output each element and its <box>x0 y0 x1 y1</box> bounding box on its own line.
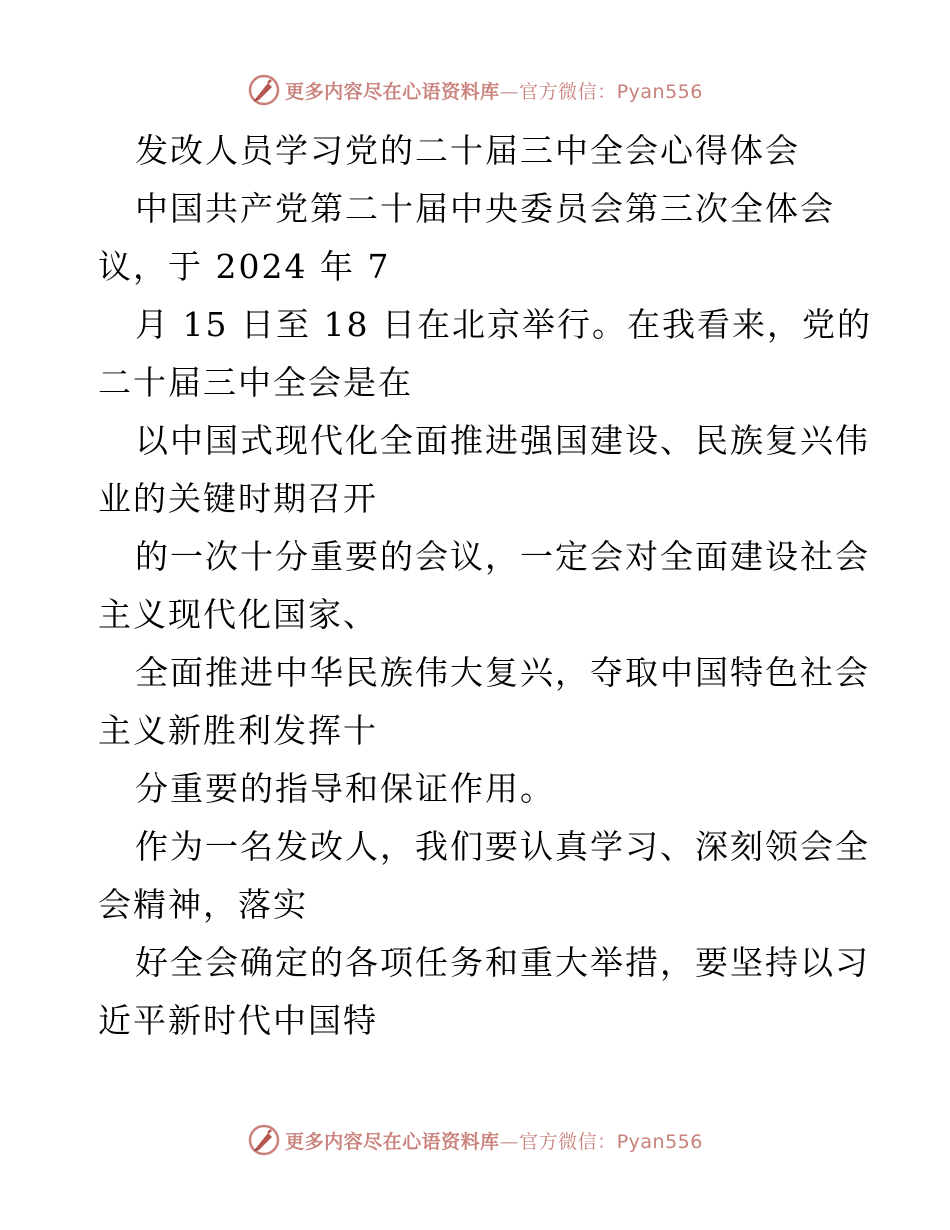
watermark-wechat-label: 官方微信： <box>519 1130 617 1153</box>
watermark-site-text: 更多内容尽在心语资料库 <box>285 80 500 103</box>
text-line: 主义新胜利发挥十 <box>98 711 378 750</box>
text-line: 二十届三中全会是在 <box>98 363 413 402</box>
watermark-wechat-id: Pyan556 <box>616 1130 703 1153</box>
watermark-separator: — <box>499 1130 520 1153</box>
text-line: 会精神，落实 <box>98 885 308 924</box>
watermark-wechat-label: 官方微信： <box>519 80 617 103</box>
text-line: 主义现代化国家、 <box>98 595 378 634</box>
text-line: 作为一名发改人，我们要认真学习、深刻领会全 <box>135 827 870 866</box>
text-line: 发改人员学习党的二十届三中全会心得体会 <box>135 131 800 170</box>
text-line: 中国共产党第二十届中央委员会第三次全体会 <box>135 189 835 228</box>
text-line: 业的关键时期召开 <box>98 479 378 518</box>
header-watermark <box>0 70 950 110</box>
text-line: 以中国式现代化全面推进强国建设、民族复兴伟 <box>135 421 870 460</box>
pen-nib-logo-icon <box>247 73 281 107</box>
watermark-separator: — <box>499 80 520 103</box>
text-line: 的一次十分重要的会议，一定会对全面建设社会 <box>135 537 870 576</box>
text-line: 分重要的指导和保证作用。 <box>135 769 555 808</box>
footer-watermark <box>0 1120 950 1160</box>
text-line: 全面推进中华民族伟大复兴，夺取中国特色社会 <box>135 653 870 692</box>
text-line: 议，于 2024 年 7 <box>98 247 391 286</box>
text-line: 好全会确定的各项任务和重大举措，要坚持以习 <box>135 943 870 982</box>
watermark-site-text: 更多内容尽在心语资料库 <box>285 1130 500 1153</box>
pen-nib-logo-icon <box>247 1123 281 1157</box>
text-line: 月 15 日至 18 日在北京举行。在我看来，党的 <box>135 305 872 344</box>
document-body <box>98 122 872 1050</box>
watermark-wechat-id: Pyan556 <box>616 80 703 103</box>
text-line: 近平新时代中国特 <box>98 1001 378 1040</box>
